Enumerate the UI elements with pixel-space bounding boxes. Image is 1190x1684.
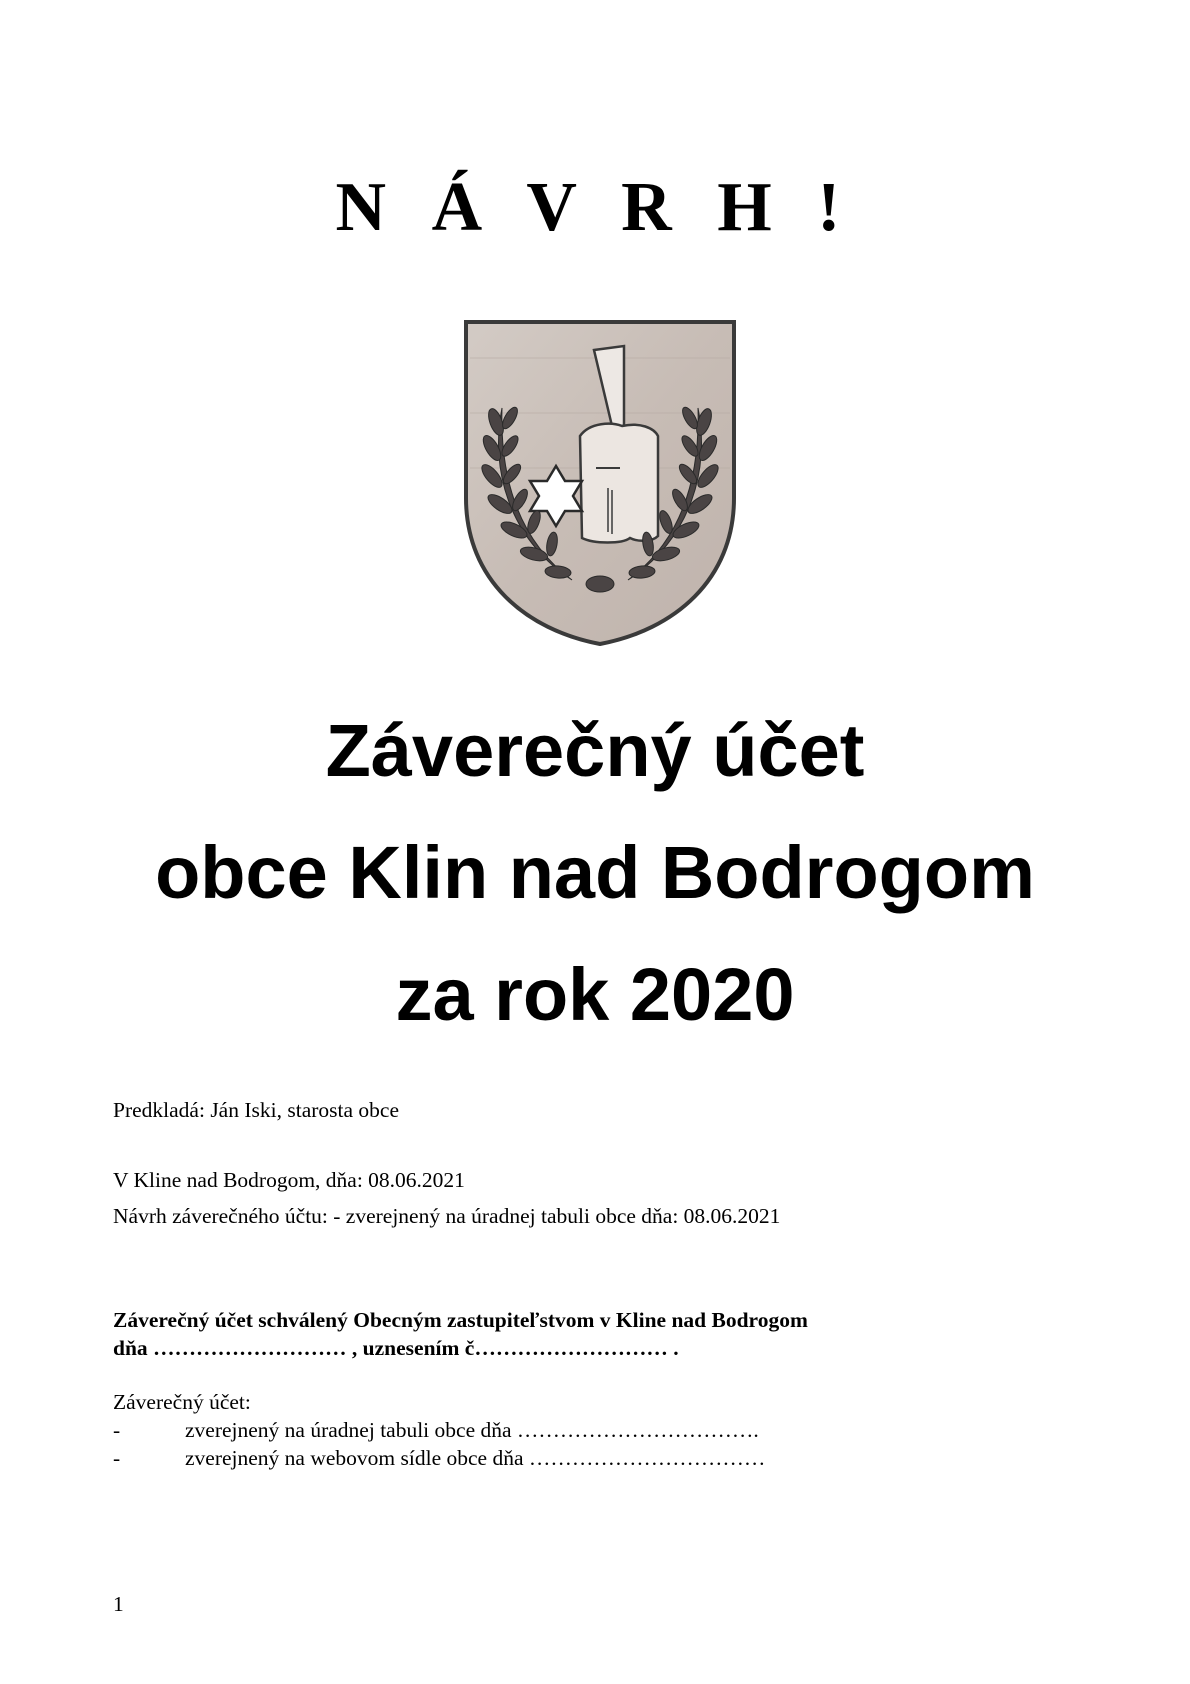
list-item-text: zverejnený na úradnej tabuli obce dňa ……………………………. — [185, 1418, 759, 1442]
coat-of-arms-icon — [462, 318, 738, 648]
approval-line-2: dňa ……………………… , uznesením č……………………… . — [113, 1336, 679, 1360]
title-line-2: obce Klin nad Bodrogom — [155, 831, 1035, 914]
document-title — [0, 690, 1190, 1056]
submitted-by: Predkladá: Ján Iski, starosta obce — [113, 1098, 399, 1122]
list-item-text: zverejnený na webovom sídle obce dňa …………………………… — [185, 1446, 766, 1470]
list-item — [113, 1444, 766, 1472]
list-dash: - — [113, 1446, 121, 1470]
list-dash: - — [113, 1418, 121, 1442]
title-line-3: za rok 2020 — [395, 953, 795, 1036]
list-item — [113, 1416, 759, 1444]
place-date: V Kline nad Bodrogom, dňa: 08.06.2021 — [113, 1168, 465, 1192]
page-number: 1 — [113, 1592, 124, 1616]
approval-line-1: Záverečný účet schválený Obecným zastupiteľstvom v Kline nad Bodrogom — [113, 1308, 808, 1332]
title-line-1: Záverečný účet — [325, 709, 865, 792]
draft-mark: N Á V R H ! — [335, 169, 855, 246]
draft-published: Návrh záverečného účtu: - zverejnený na úradnej tabuli obce dňa: 08.06.2021 — [113, 1204, 781, 1228]
publication-label: Záverečný účet: — [113, 1390, 251, 1414]
publication-block — [113, 1388, 766, 1472]
